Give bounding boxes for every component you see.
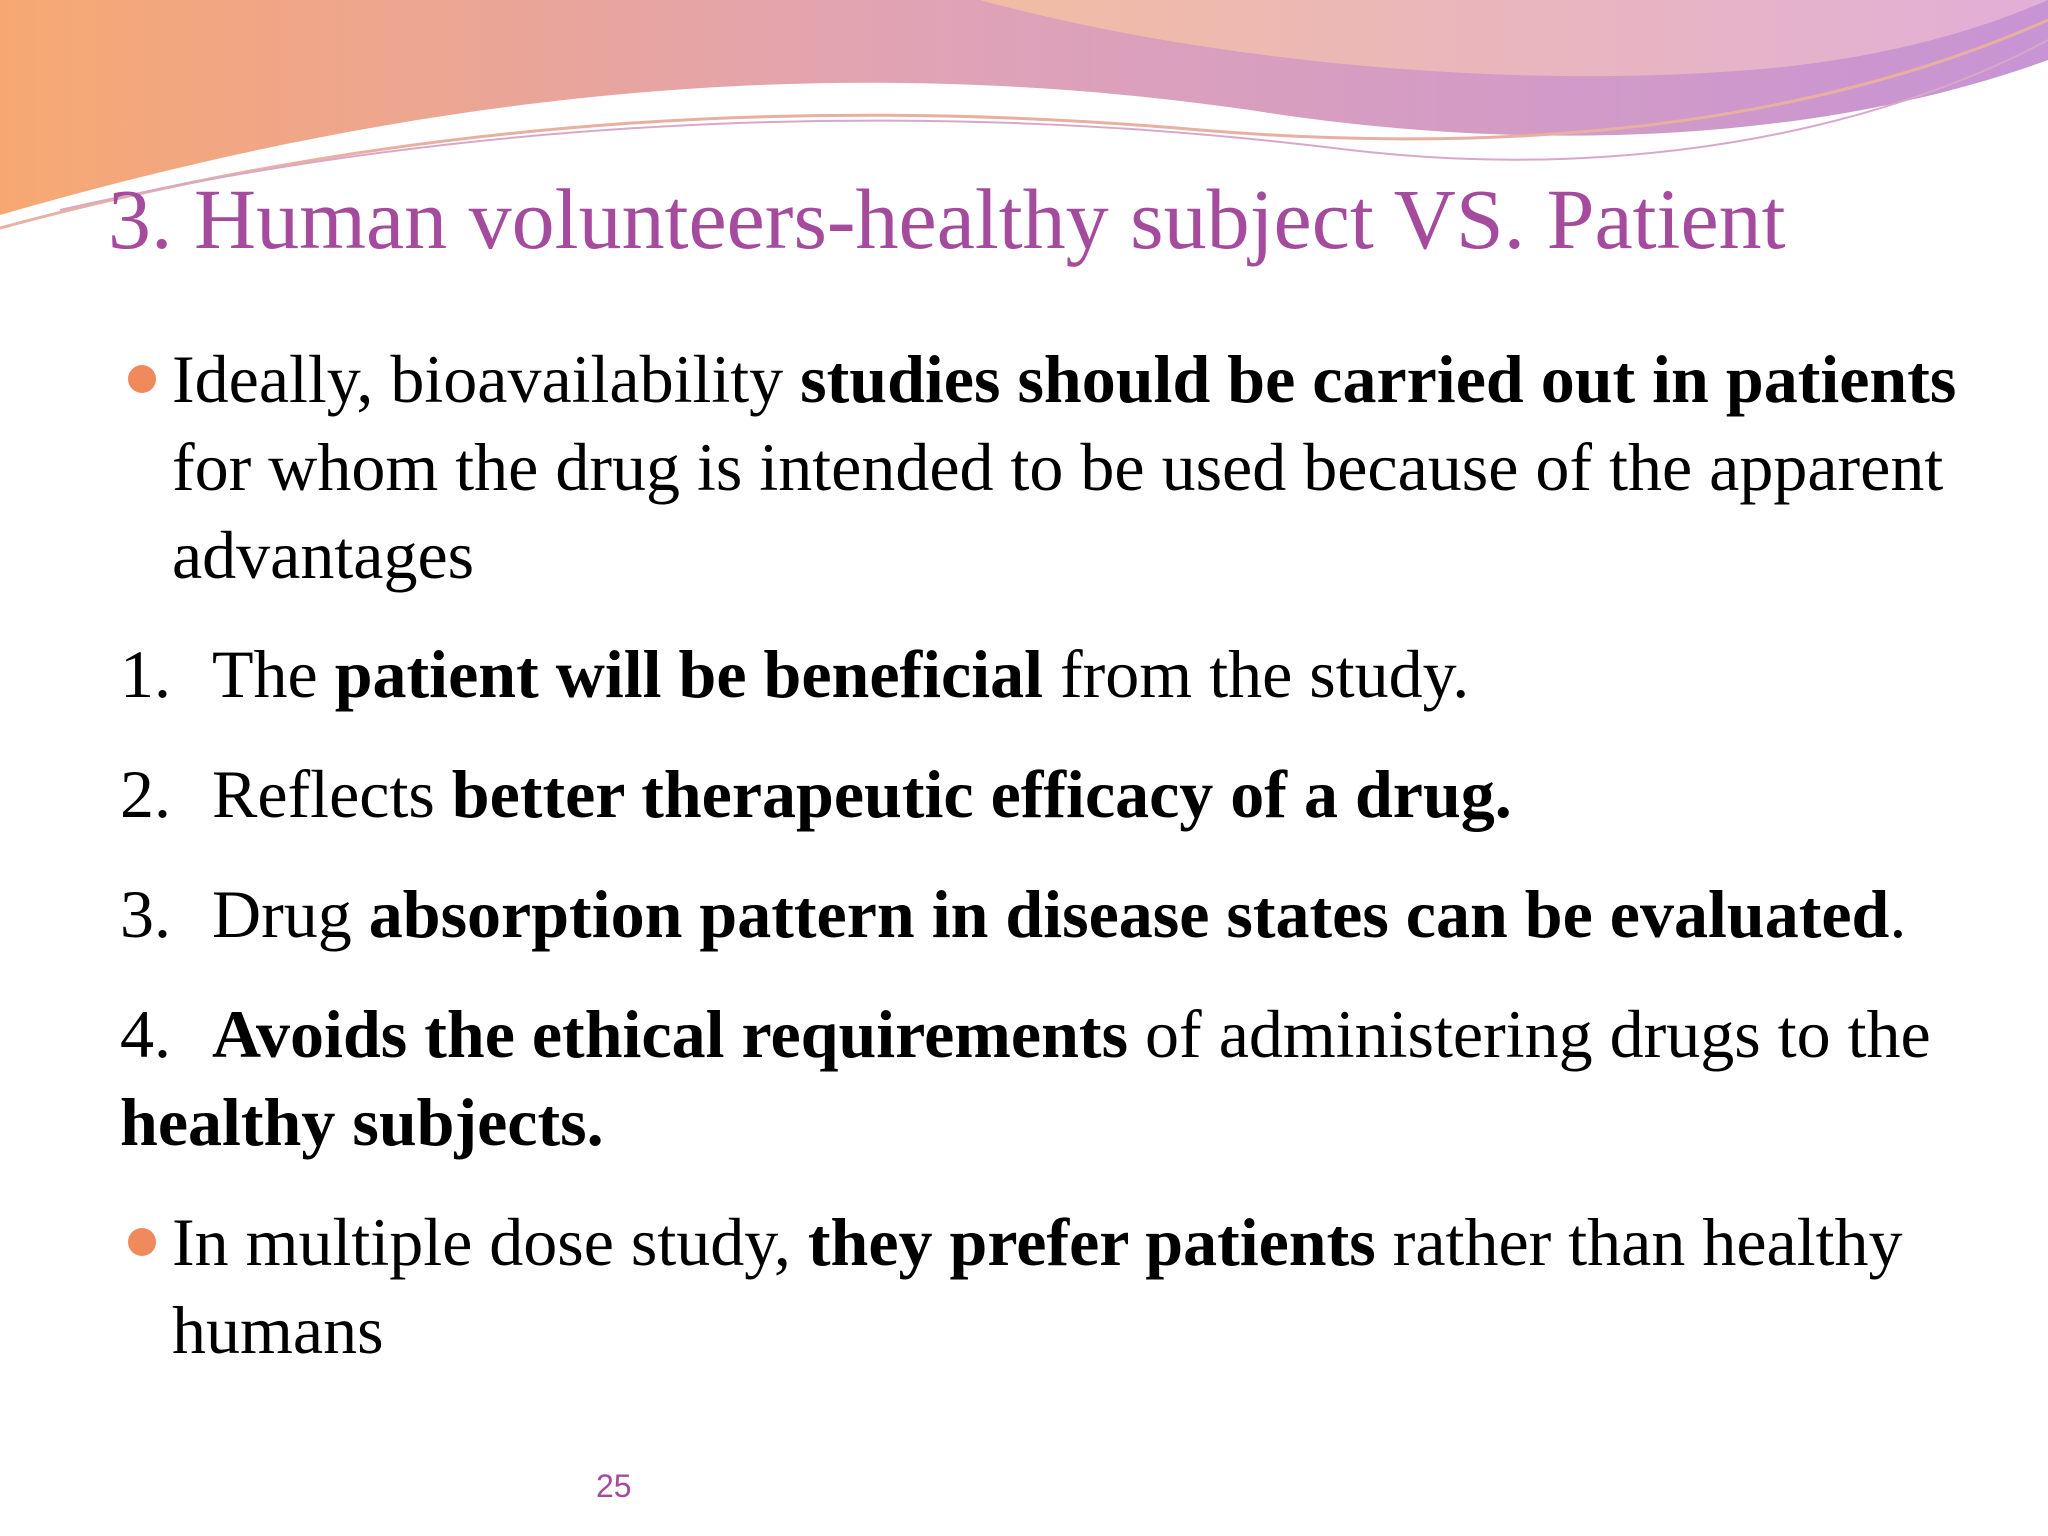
- bullet-bold-text: studies should be carried out in patients: [800, 341, 1957, 417]
- item-number: 3.: [120, 876, 171, 952]
- item-bold-text: better therapeutic efficacy of a drug.: [451, 756, 1512, 832]
- bullet-item-ideal-patients: [120, 335, 2000, 599]
- page-number: 25: [596, 1468, 632, 1504]
- bullet-bold-text: they prefer patients: [807, 1204, 1376, 1280]
- numbered-item-1: [120, 630, 2000, 718]
- item-text: The: [212, 636, 335, 712]
- item-bold-text: patient will be beneficial: [334, 636, 1044, 712]
- item-bold-text: absorption pattern in disease states can be evaluated: [368, 876, 1890, 952]
- item-bold-text: healthy subjects.: [120, 1084, 604, 1160]
- numbered-item-4: [120, 990, 2000, 1166]
- bullet-item-multiple-dose: [120, 1198, 2000, 1374]
- bullet-text: In multiple dose study,: [172, 1204, 808, 1280]
- numbered-item-3: [120, 870, 2000, 958]
- item-text: .: [1889, 876, 1907, 952]
- numbered-item-2: [120, 750, 2000, 838]
- item-number: 1.: [120, 636, 171, 712]
- item-text: Drug: [212, 876, 369, 952]
- item-text: of administering drugs to the: [1128, 996, 1931, 1072]
- orange-circle-bullet-icon: [128, 1228, 156, 1256]
- bullet-text: for whom the drug is intended to be used because of the apparent advantages: [172, 429, 1944, 593]
- item-number: 2.: [120, 756, 171, 832]
- item-text: from the study.: [1043, 636, 1470, 712]
- item-text: Reflects: [212, 756, 452, 832]
- bullet-text: rather than healthy humans: [172, 1204, 1903, 1368]
- bullet-text: Ideally, bioavailability: [172, 341, 801, 417]
- slide-body: [120, 335, 2000, 1374]
- item-bold-text: Avoids the ethical requirements: [212, 996, 1129, 1072]
- slide-title: 3. Human volunteers-healthy subject VS. Patient: [108, 171, 1786, 267]
- orange-circle-bullet-icon: [128, 365, 156, 393]
- item-number: 4.: [120, 996, 171, 1072]
